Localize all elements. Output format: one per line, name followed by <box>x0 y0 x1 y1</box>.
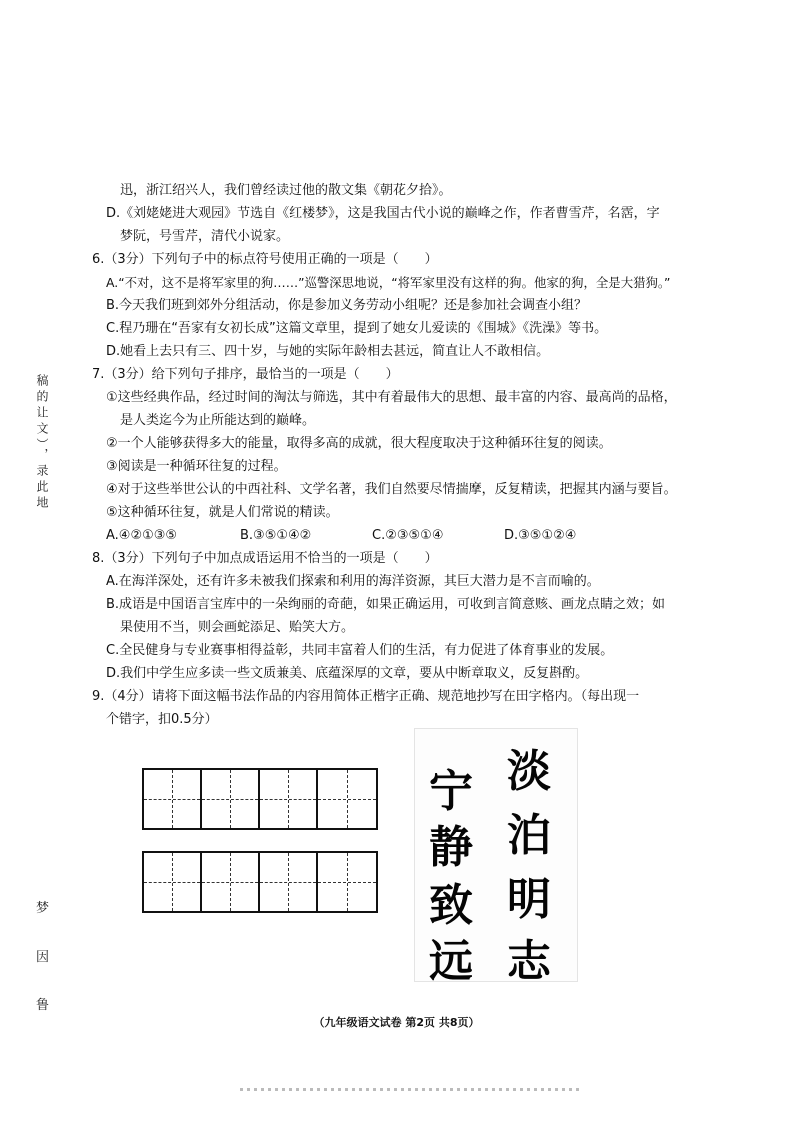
text-line: D.《刘姥姥进大观园》节选自《红楼梦》，这是我国古代小说的巅峰之作，作者曹雪芹，名霑，字 <box>106 206 660 221</box>
calligraphy-char: 泊 <box>507 810 551 861</box>
q8-option-a: A.在海洋深处，还有许多未被我们探索和利用的海洋资源，其巨大潜力是不言而喻的。 <box>106 574 600 589</box>
writing-grid-row-2[interactable] <box>142 851 378 913</box>
question-9-stem-cont: 个错字，扣0.5分） <box>106 712 218 727</box>
q7-sentence-1: ①这些经典作品，经过时间的淘汰与筛选，其中有着最伟大的思想、最丰富的内容、最高尚的品格， <box>106 390 677 405</box>
q7-sentence-4: ④对于这些举世公认的中西社科、文学名著，我们自然要尽情揣摩，反复精读，把握其内涵与要旨。 <box>106 482 677 497</box>
text-line: 梦阮，号雪芹，清代小说家。 <box>120 229 290 244</box>
writing-grid-row-1[interactable] <box>142 768 378 830</box>
q8-option-d: D.我们中学生应多读一些文质兼美、底蕴深厚的文章，要从中断章取义，反复斟酌。 <box>106 666 589 681</box>
grid-cell[interactable] <box>202 770 260 828</box>
grid-cell[interactable] <box>144 853 202 911</box>
grid-cell[interactable] <box>260 770 318 828</box>
calligraphy-char: 淡 <box>507 746 551 797</box>
q8-option-b: B.成语是中国语言宝库中的一朵绚丽的奇葩，如果正确运用，可收到言简意赅、画龙点睛之效；如 <box>106 597 666 612</box>
calligraphy-char: 静 <box>429 822 473 873</box>
q7-option-a: A.④②①③⑤ <box>106 528 178 543</box>
page-footer: （九年级语文试卷 第2页 共8页） <box>313 1016 480 1029</box>
grid-cell[interactable] <box>260 853 318 911</box>
calligraphy-char: 致 <box>429 880 473 931</box>
q6-option-a: A.“不对，这不是将军家里的狗……”巡警深思地说，“将军家里没有这样的狗。他家的狗，全是大猎狗。” <box>106 275 671 290</box>
question-6-stem: 6.（3分）下列句子中的标点符号使用正确的一项是（ ） <box>92 252 438 267</box>
grid-cell[interactable] <box>202 853 260 911</box>
margin-char: 梦 <box>36 901 50 916</box>
margin-note: 稿的让文），录此地 <box>35 374 49 512</box>
q6-option-d: D.她看上去只有三、四十岁，与她的实际年龄相去甚远，简直让人不敢相信。 <box>106 344 550 359</box>
margin-char: 鲁 <box>36 998 50 1013</box>
scan-artifact <box>240 1088 580 1091</box>
q7-option-b: B.③⑤①④② <box>240 528 312 543</box>
q7-sentence-2: ②一个人能够获得多大的能量，取得多高的成就，很大程度取决于这种循环往复的阅读。 <box>106 436 612 451</box>
calligraphy-char: 志 <box>507 936 551 987</box>
grid-cell[interactable] <box>318 770 376 828</box>
text-line: 迅，浙江绍兴人，我们曾经读过他的散文集《朝花夕拾》。 <box>120 183 452 198</box>
q7-sentence-5: ⑤这种循环往复，就是人们常说的精读。 <box>106 505 339 520</box>
calligraphy-artwork <box>414 728 578 987</box>
q6-option-b: B.今天我们班到郊外分组活动，你是参加义务劳动小组呢？还是参加社会调查小组？ <box>106 298 588 313</box>
grid-cell[interactable] <box>144 770 202 828</box>
q7-option-c: C.②③⑤①④ <box>372 528 444 543</box>
q6-option-c: C.程乃珊在“吾家有女初长成”这篇文章里，提到了她女儿爱读的《围城》《洗澡》等书。 <box>106 321 608 336</box>
q8-option-b-cont: 果使用不当，则会画蛇添足、贻笑大方。 <box>120 620 355 635</box>
grid-cell[interactable] <box>318 853 376 911</box>
q7-sentence-1-cont: 是人类迄今为止所能达到的巅峰。 <box>120 413 316 428</box>
q8-option-c: C.全民健身与专业赛事相得益彰，共同丰富着人们的生活，有力促进了体育事业的发展。 <box>106 643 614 658</box>
calligraphy-char: 宁 <box>429 766 473 817</box>
question-7-stem: 7.（3分）给下列句子排序，最恰当的一项是（ ） <box>92 367 399 382</box>
q7-sentence-3: ③阅读是一种循环往复的过程。 <box>106 459 287 474</box>
calligraphy-char: 明 <box>507 874 551 925</box>
question-9-stem: 9.（4分）请将下面这幅书法作品的内容用简体正楷字正确、规范地抄写在田字格内。（每出现一 <box>92 689 640 704</box>
question-8-stem: 8.（3分）下列句子中加点成语运用不恰当的一项是（ ） <box>92 551 438 566</box>
q7-option-d: D.③⑤①②④ <box>504 528 577 543</box>
margin-char: 因 <box>36 950 50 965</box>
calligraphy-char: 远 <box>429 936 473 987</box>
